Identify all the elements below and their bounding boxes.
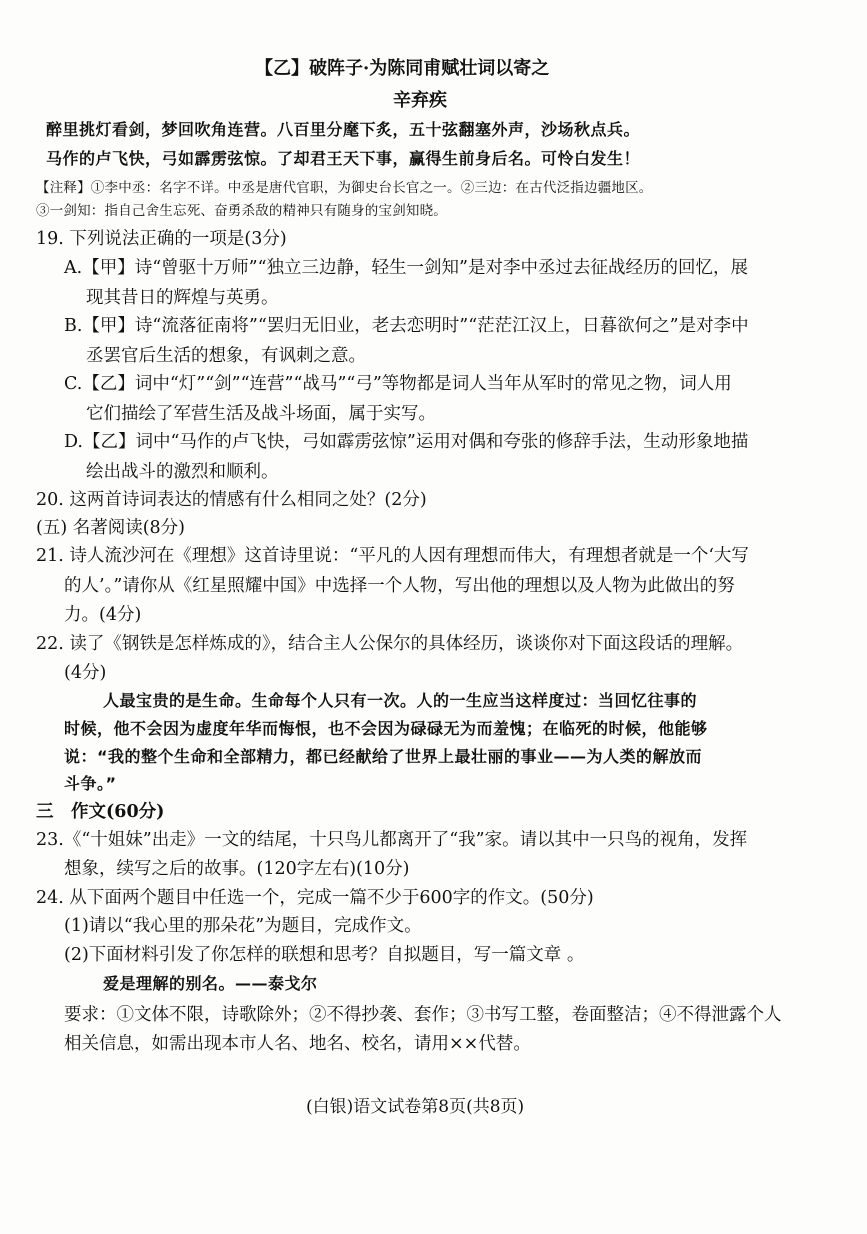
q24-requirements-line-2: 相关信息，如需出现本市人名、地名、校名，请用××代替。 <box>64 1034 531 1054</box>
q22-quote-line-4: 斗争。” <box>64 774 117 793</box>
annotation-line-1: 【注释】①李中丞：名字不详。中丞是唐代官职，为御史台长官之一。②三边：在古代泛指边疆地区。 <box>36 180 653 196</box>
q21-line-1: 21. 诗人流沙河在《理想》这首诗里说：“平凡的人因有理想而伟大，有理想者就是一个‘大写 <box>36 546 749 566</box>
q24-requirements-line-1: 要求：①文体不限，诗歌除外；②不得抄袭、套作；③书写工整，卷面整洁；④不得泄露个人 <box>64 1005 782 1025</box>
section-5-heading: (五) 名著阅读(8分) <box>36 518 186 538</box>
q19-option-c-line-2: 它们描绘了军营生活及战斗场面，属于实写。 <box>86 404 436 424</box>
q24-material-quote: 爱是理解的别名。——泰戈尔 <box>103 974 318 993</box>
poem-title: 【乙】破阵子·为陈同甫赋壮词以寄之 <box>255 58 550 79</box>
q19-option-d-line-1: D.【乙】词中“马作的卢飞快，弓如霹雳弦惊”运用对偶和夸张的修辞手法，生动形象地描 <box>64 432 749 452</box>
q23-line-1: 23.《“十姐妹”出走》一文的结尾，十只鸟儿都离开了“我”家。请以其中一只鸟的视角，发挥 <box>36 830 748 850</box>
section-3-heading: 三 作文(60分) <box>36 802 165 822</box>
q24-option-1: (1)请以“我心里的那朵花”为题目，完成作文。 <box>64 916 422 936</box>
q19-option-c-line-1: C.【乙】词中“灯”“剑”“连营”“战马”“弓”等物都是词人当年从军时的常见之物，词人用 <box>64 374 732 394</box>
q21-line-3: 力。(4分) <box>64 605 142 625</box>
q22-line-1: 22. 读了《钢铁是怎样炼成的》，结合主人公保尔的具体经历，谈谈你对下面这段话的理解。 <box>36 634 744 654</box>
poem-line-2: 马作的卢飞快，弓如霹雳弦惊。了却君王天下事，赢得生前身后名。可怜白发生！ <box>46 149 641 168</box>
annotation-line-2: ③一剑知：指自己舍生忘死、奋勇杀敌的精神只有随身的宝剑知晓。 <box>36 203 447 219</box>
q24-stem: 24. 从下面两个题目中任选一个，完成一篇不少于600字的作文。(50分) <box>36 888 594 908</box>
poem-author: 辛弃疾 <box>393 90 447 111</box>
q22-line-2: (4分) <box>64 663 107 683</box>
q19-stem: 19. 下列说法正确的一项是(3分) <box>36 229 287 249</box>
q19-option-a-line-2: 现其昔日的辉煌与英勇。 <box>86 288 279 308</box>
q19-option-b-line-1: B.【甲】诗“流落征南将”“罢归无旧业，老去恋明时”“茫茫江汉上，日暮欲何之”是对李中 <box>64 316 749 336</box>
q21-line-2: 的人’。”请你从《红星照耀中国》中选择一个人物，写出他的理想以及人物为此做出的努 <box>64 576 735 596</box>
q19-option-b-line-2: 丞罢官后生活的想象，有讽刺之意。 <box>86 346 366 366</box>
q20-stem: 20. 这两首诗词表达的情感有什么相同之处？(2分) <box>36 490 427 510</box>
q22-quote-line-1: 人最宝贵的是生命。生命每个人只有一次。人的一生应当这样度过：当回忆往事的 <box>103 691 698 710</box>
q22-quote-line-3: 说：“我的整个生命和全部精力，都已经献给了世界上最壮丽的事业——为人类的解放而 <box>64 747 703 766</box>
page-footer: (白银)语文试卷第8页(共8页) <box>306 1097 525 1117</box>
q22-quote-line-2: 时候，他不会因为虚度年华而悔恨，也不会因为碌碌无为而羞愧；在临死的时候，他能够 <box>64 719 708 738</box>
q24-option-2: (2)下面材料引发了你怎样的联想和思考？自拟题目，写一篇文章 。 <box>64 945 585 965</box>
poem-line-1: 醉里挑灯看剑，梦回吹角连营。八百里分麾下炙，五十弦翻塞外声，沙场秋点兵。 <box>46 120 641 139</box>
q19-option-a-line-1: A.【甲】诗“曾驱十万师”“独立三边静，轻生一剑知”是对李中丞过去征战经历的回忆，展 <box>64 258 748 278</box>
q19-option-d-line-2: 绘出战斗的激烈和顺利。 <box>86 462 279 482</box>
q23-line-2: 想象，续写之后的故事。(120字左右)(10分) <box>64 859 410 879</box>
